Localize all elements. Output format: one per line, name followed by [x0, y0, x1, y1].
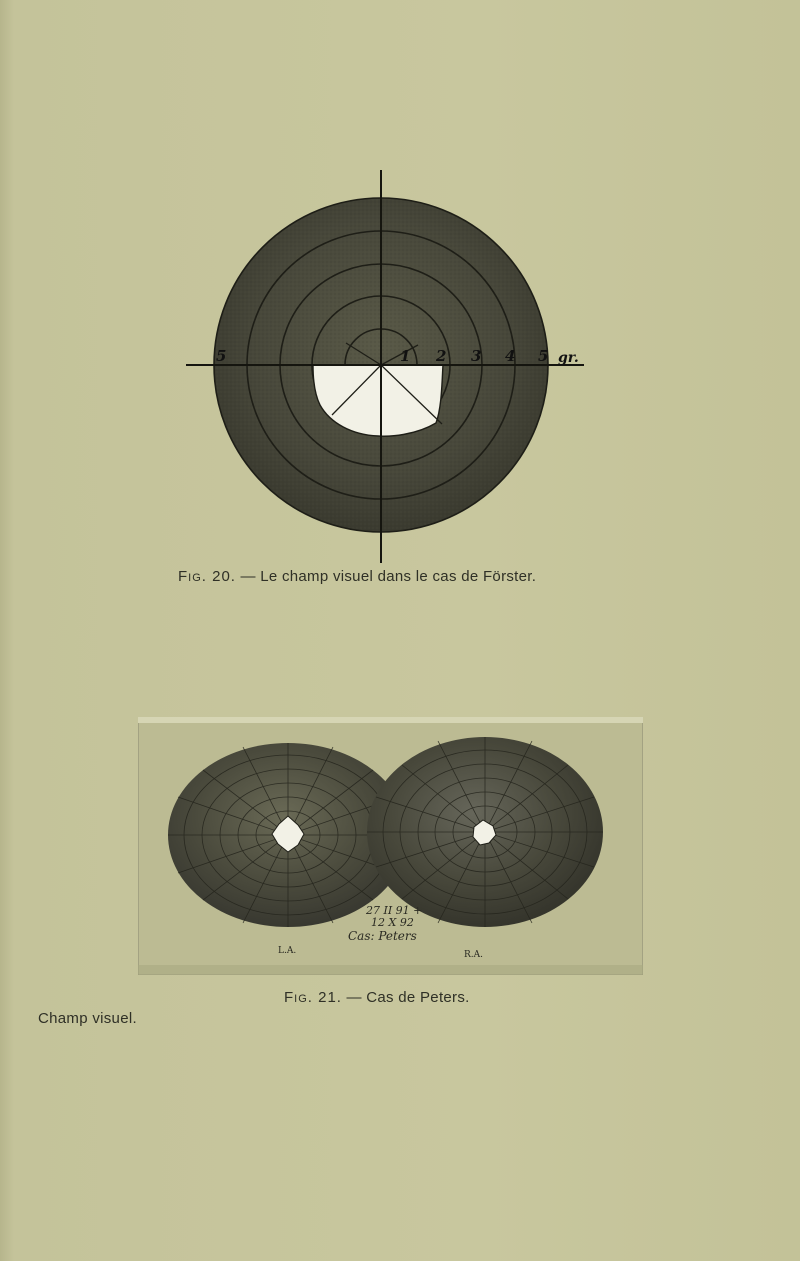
- right-eye-label: R.A.: [464, 950, 483, 960]
- right-eye-field: [367, 737, 603, 927]
- handwritten-case: Cas: Peters: [348, 929, 417, 943]
- figure-21-caption-text: — Cas de Peters.: [346, 989, 470, 1006]
- axis-label-gr: gr.: [558, 350, 579, 366]
- handwritten-date-1: 27 II 91 +: [366, 904, 423, 917]
- figure-20-diagram: [170, 165, 600, 565]
- ring-number-4: 4: [505, 347, 516, 365]
- ring-number-2: 2: [436, 347, 447, 365]
- left-eye-label: L.A.: [278, 946, 297, 956]
- handwritten-date-2: 12 X 92: [371, 916, 414, 929]
- marginal-note: Champ visuel.: [38, 1010, 137, 1027]
- ring-number-1: 1: [400, 347, 411, 365]
- ring-number-3: 3: [471, 347, 482, 365]
- figure-20-caption-text: — Le champ visuel dans le cas de Förster.: [240, 568, 537, 585]
- figure-21-label: Fig. 21.: [284, 989, 342, 1006]
- figure-20-caption: [178, 568, 536, 585]
- figure-21-caption: [284, 989, 470, 1006]
- figure-20-label: Fig. 20.: [178, 568, 236, 585]
- ring-number-5-right: 5: [538, 347, 549, 365]
- ring-number-5-left: 5: [216, 347, 227, 365]
- figure-21-photo: [138, 717, 643, 975]
